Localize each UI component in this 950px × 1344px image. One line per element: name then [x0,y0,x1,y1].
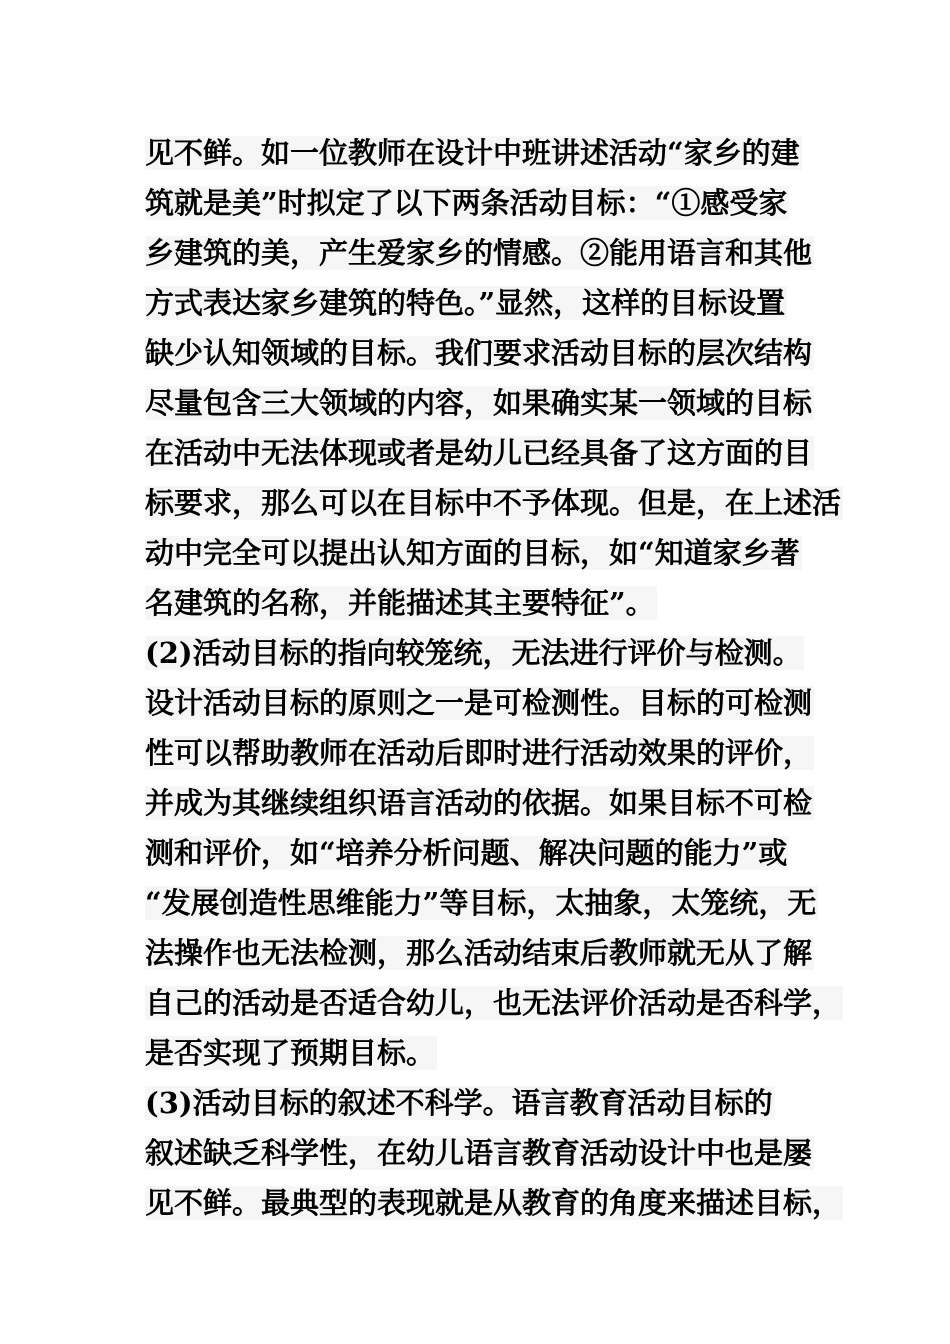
line-text: (3)活动目标的叙述不科学。语言教育活动目标的 [145,1086,773,1120]
text-line [145,378,845,428]
line-text: 自己的活动是否适合幼儿，也无法评价活动是否科学， [145,986,842,1020]
text-line [145,1078,845,1128]
text-line [145,528,845,578]
text-line [145,178,845,228]
line-text: 见不鲜。如一位教师在设计中班讲述活动“家乡的建 [145,136,800,170]
line-text: “发展创造性思维能力”等目标，太抽象，太笼统，无 [145,886,817,920]
text-line [145,128,845,178]
line-text: 设计活动目标的原则之一是可检测性。目标的可检测 [145,686,813,720]
line-text: 标要求，那么可以在目标中不予体现。但是，在上述活 [145,486,842,520]
line-text: 筑就是美”时拟定了以下两条活动目标：“①感受家 [145,186,788,220]
line-text: 测和评价，如“培养分析问题、解决问题的能力”或 [145,836,788,870]
text-line [145,828,845,878]
text-line [145,328,845,378]
text-line [145,228,845,278]
line-text: 方式表达家乡建筑的特色。”显然，这样的目标设置 [145,286,786,320]
line-text: 名建筑的名称，并能描述其主要特征”。 [145,586,655,620]
line-text: 叙述缺乏科学性，在幼儿语言教育活动设计中也是屡 [145,1136,813,1170]
text-line [145,978,845,1028]
text-line [145,1128,845,1178]
line-text: 乡建筑的美，产生爱家乡的情感。②能用语言和其他 [145,236,813,270]
line-text: (2)活动目标的指向较笼统，无法进行评价与检测。 [145,636,802,670]
text-line [145,628,845,678]
text-line [145,728,845,778]
text-line [145,478,845,528]
text-line [145,778,845,828]
line-text: 缺少认知领域的目标。我们要求活动目标的层次结构 [145,336,813,370]
text-line [145,278,845,328]
text-line [145,878,845,928]
body-text [145,128,845,1228]
text-line [145,928,845,978]
line-text: 法操作也无法检测，那么活动结束后教师就无从了解 [145,936,813,970]
line-text: 尽量包含三大领域的内容，如果确实某一领域的目标 [145,386,813,420]
line-text: 是否实现了预期目标。 [145,1036,436,1070]
text-line [145,1028,845,1078]
text-line [145,1178,845,1228]
line-text: 见不鲜。最典型的表现就是从教育的角度来描述目标， [145,1186,842,1220]
line-text: 在活动中无法体现或者是幼儿已经具备了这方面的目 [145,436,813,470]
line-text: 并成为其继续组织语言活动的依据。如果目标不可检 [145,786,813,820]
text-line [145,678,845,728]
text-line [145,428,845,478]
text-line [145,578,845,628]
line-text: 动中完全可以提出认知方面的目标，如“知道家乡著 [145,536,800,570]
line-text: 性可以帮助教师在活动后即时进行活动效果的评价， [145,736,813,770]
